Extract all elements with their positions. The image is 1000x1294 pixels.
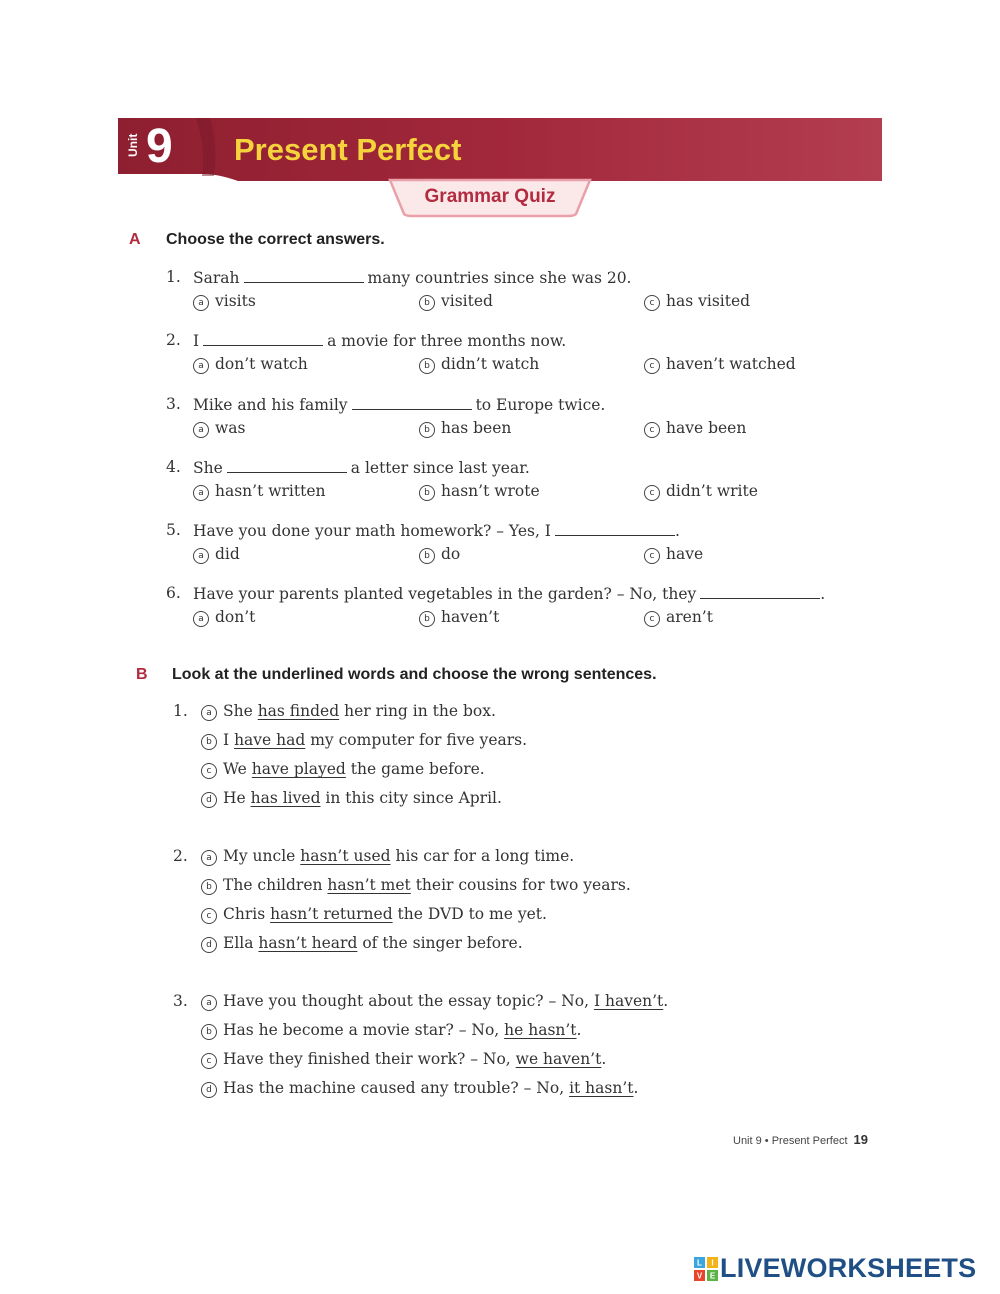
answer-blank[interactable]: [352, 395, 472, 410]
page-footer: [733, 1132, 868, 1147]
question-a-5: [166, 521, 846, 573]
sentence-text-after: .: [601, 1050, 607, 1068]
liveworksheets-brand: LIVEWORKSHEETS: [720, 1253, 977, 1283]
question-number: 2.: [166, 331, 181, 349]
underlined-words: hasn’t met: [327, 876, 411, 894]
option-marker-icon: c: [644, 611, 660, 627]
sentence-text-before: I: [223, 731, 235, 749]
footer-text: Unit 9 • Present Perfect: [733, 1135, 848, 1147]
question-stem: [193, 331, 566, 350]
option-text: has been: [441, 419, 512, 437]
stem-before: Mike and his family: [193, 396, 348, 414]
option-marker-icon: c: [644, 295, 660, 311]
underlined-words: has finded: [257, 702, 340, 720]
grammar-quiz-label: Grammar Quiz: [424, 186, 556, 207]
underlined-words: I haven’t: [593, 992, 664, 1010]
option-text: was: [215, 419, 246, 437]
section-b-letter: B: [136, 666, 148, 683]
option-marker-icon: a: [193, 611, 209, 627]
logo-letter-l: L: [697, 1258, 702, 1268]
option-marker-icon: a: [201, 850, 217, 866]
option-marker-icon: c: [644, 358, 660, 374]
option-marker-icon: a: [193, 548, 209, 564]
option-marker-icon: c: [644, 422, 660, 438]
logo-letter-i: I: [711, 1258, 714, 1268]
option-b[interactable]: [419, 419, 511, 438]
logo-letter-e: E: [709, 1271, 716, 1281]
option-c[interactable]: [644, 355, 796, 374]
option-marker-icon: a: [201, 705, 217, 721]
question-number: 3.: [173, 992, 188, 1010]
option-text: didn’t write: [666, 482, 758, 500]
sentence-text-after: the game before.: [345, 760, 485, 778]
sentence-text-before: Chris: [223, 905, 271, 923]
sentence-text-after: their cousins for two years.: [410, 876, 631, 894]
question-number: 6.: [166, 584, 181, 602]
option-b[interactable]: [419, 608, 499, 627]
answer-blank[interactable]: [555, 521, 675, 536]
option-marker-icon: a: [193, 422, 209, 438]
section-a-instruction: Choose the correct answers.: [166, 231, 385, 248]
option-a[interactable]: [193, 482, 326, 501]
option-text: did: [215, 545, 240, 563]
sentence-text-after: .: [576, 1021, 582, 1039]
stem-after: .: [674, 522, 680, 540]
option-b[interactable]: [419, 355, 539, 374]
question-a-4: [166, 458, 846, 510]
sentence-option-a[interactable]: [201, 702, 496, 721]
option-marker-icon: c: [201, 908, 217, 924]
stem-before: Have you done your math homework? – Yes, I: [193, 522, 551, 540]
sentence-text-after: in this city since April.: [320, 789, 502, 807]
option-marker-icon: b: [201, 879, 217, 895]
question-number: 1.: [173, 702, 188, 720]
section-a-letter: A: [129, 231, 141, 248]
question-number: 1.: [166, 268, 181, 286]
section-b-instruction: Look at the underlined words and choose the wrong sentences.: [172, 666, 657, 683]
question-b-2: [173, 847, 773, 967]
underlined-words: have had: [234, 731, 306, 749]
option-marker-icon: c: [644, 548, 660, 564]
option-text: have been: [666, 419, 747, 437]
option-marker-icon: b: [419, 295, 435, 311]
stem-after: .: [820, 585, 826, 603]
underlined-words: have played: [251, 760, 346, 778]
option-text: haven’t: [441, 608, 500, 626]
underlined-words: has lived: [250, 789, 321, 807]
option-b[interactable]: [419, 292, 493, 311]
unit-number: 9: [146, 120, 173, 173]
question-a-6: [166, 584, 846, 636]
stem-after: a letter since last year.: [350, 459, 530, 477]
option-a[interactable]: [193, 419, 245, 438]
question-number: 2.: [173, 847, 188, 865]
option-text: didn’t watch: [441, 355, 540, 373]
sentence-option-d[interactable]: [201, 1079, 638, 1098]
option-text: aren’t: [666, 608, 713, 626]
sentence-option-b[interactable]: [201, 1021, 581, 1040]
sentence-text-before: Has he become a movie star? – No,: [223, 1021, 505, 1039]
option-marker-icon: b: [419, 611, 435, 627]
option-marker-icon: b: [201, 1024, 217, 1040]
sentence-text-after: the DVD to me yet.: [392, 905, 547, 923]
option-a[interactable]: [193, 608, 255, 627]
option-marker-icon: c: [644, 485, 660, 501]
question-a-1: [166, 268, 846, 320]
option-marker-icon: a: [201, 995, 217, 1011]
question-stem: [193, 521, 680, 540]
option-a[interactable]: [193, 545, 240, 564]
sentence-text-before: The children: [223, 876, 328, 894]
sentence-text-before: She: [223, 702, 258, 720]
sentence-text-before: He: [223, 789, 251, 807]
option-c[interactable]: [644, 482, 758, 501]
sentence-text-after: my computer for five years.: [305, 731, 528, 749]
question-a-2: [166, 331, 846, 383]
question-number: 3.: [166, 395, 181, 413]
sentence-option-c[interactable]: [201, 905, 547, 924]
answer-blank[interactable]: [203, 331, 323, 346]
option-c[interactable]: [644, 608, 713, 627]
underlined-words: it hasn’t: [569, 1079, 634, 1097]
sentence-option-d[interactable]: [201, 789, 502, 808]
option-text: visits: [215, 292, 256, 310]
sentence-option-c[interactable]: [201, 1050, 606, 1069]
sentence-text-before: Has the machine caused any trouble? – No,: [223, 1079, 570, 1097]
option-marker-icon: c: [201, 763, 217, 779]
question-stem: [193, 268, 631, 287]
option-marker-icon: a: [193, 485, 209, 501]
option-text: visited: [441, 292, 493, 310]
sentence-option-d[interactable]: [201, 934, 523, 953]
option-marker-icon: b: [419, 358, 435, 374]
option-text: don’t watch: [215, 355, 308, 373]
answer-blank[interactable]: [227, 458, 347, 473]
sentence-text-before: Have they finished their work? – No,: [223, 1050, 516, 1068]
sentence-text-before: Ella: [223, 934, 259, 952]
option-b[interactable]: [419, 482, 540, 501]
option-text: has visited: [666, 292, 751, 310]
sentence-text-after: her ring in the box.: [339, 702, 496, 720]
sentence-text-after: his car for a long time.: [390, 847, 575, 865]
sentence-text-before: Have you thought about the essay topic? – No,: [223, 992, 594, 1010]
option-marker-icon: b: [201, 734, 217, 750]
unit-banner: [118, 118, 882, 182]
sentence-option-b[interactable]: [201, 731, 527, 750]
underlined-words: hasn’t used: [300, 847, 391, 865]
stem-before: Sarah: [193, 269, 240, 287]
option-a[interactable]: [193, 292, 256, 311]
option-marker-icon: b: [419, 422, 435, 438]
option-marker-icon: d: [201, 937, 217, 953]
underlined-words: he hasn’t: [504, 1021, 577, 1039]
underlined-words: hasn’t returned: [270, 905, 393, 923]
option-c[interactable]: [644, 545, 703, 564]
underlined-words: we haven’t: [515, 1050, 602, 1068]
sentence-text-after: of the singer before.: [357, 934, 523, 952]
stem-before: She: [193, 459, 223, 477]
sentence-text-after: .: [663, 992, 669, 1010]
liveworksheets-logo-icon: [694, 1257, 718, 1281]
question-stem: [193, 458, 530, 477]
stem-after: to Europe twice.: [475, 396, 606, 414]
question-stem: [193, 584, 825, 603]
sentence-option-a[interactable]: [201, 847, 574, 866]
stem-before: I: [193, 332, 200, 350]
stem-after: many countries since she was 20.: [367, 269, 632, 287]
stem-before: Have your parents planted vegetables in the garden? – No, they: [193, 585, 697, 603]
option-marker-icon: b: [419, 485, 435, 501]
option-marker-icon: a: [193, 358, 209, 374]
question-number: 5.: [166, 521, 181, 539]
option-text: have: [666, 545, 704, 563]
option-c[interactable]: [644, 292, 750, 311]
option-marker-icon: d: [201, 792, 217, 808]
sentence-text-before: We: [223, 760, 252, 778]
option-b[interactable]: [419, 545, 460, 564]
option-a[interactable]: [193, 355, 308, 374]
page-number: 19: [853, 1132, 868, 1147]
question-number: 4.: [166, 458, 181, 476]
stem-after: a movie for three months now.: [327, 332, 567, 350]
question-stem: [193, 395, 605, 414]
answer-blank[interactable]: [700, 584, 820, 599]
option-marker-icon: b: [419, 548, 435, 564]
sentence-text-before: My uncle: [223, 847, 301, 865]
option-marker-icon: c: [201, 1053, 217, 1069]
option-text: hasn’t wrote: [441, 482, 540, 500]
sentence-option-c[interactable]: [201, 760, 485, 779]
sentence-option-b[interactable]: [201, 876, 631, 895]
question-b-3: [173, 992, 773, 1112]
question-b-1: [173, 702, 773, 822]
option-text: don’t: [215, 608, 256, 626]
sentence-text-after: .: [633, 1079, 639, 1097]
option-text: do: [441, 545, 461, 563]
option-text: haven’t watched: [666, 355, 796, 373]
option-c[interactable]: [644, 419, 746, 438]
underlined-words: hasn’t heard: [258, 934, 358, 952]
option-marker-icon: d: [201, 1082, 217, 1098]
logo-letter-v: V: [696, 1271, 703, 1281]
question-a-3: [166, 395, 846, 447]
page-title: Present Perfect: [234, 132, 462, 167]
unit-label: Unit: [126, 133, 140, 157]
sentence-option-a[interactable]: [201, 992, 668, 1011]
option-marker-icon: a: [193, 295, 209, 311]
answer-blank[interactable]: [244, 268, 364, 283]
option-text: hasn’t written: [215, 482, 326, 500]
